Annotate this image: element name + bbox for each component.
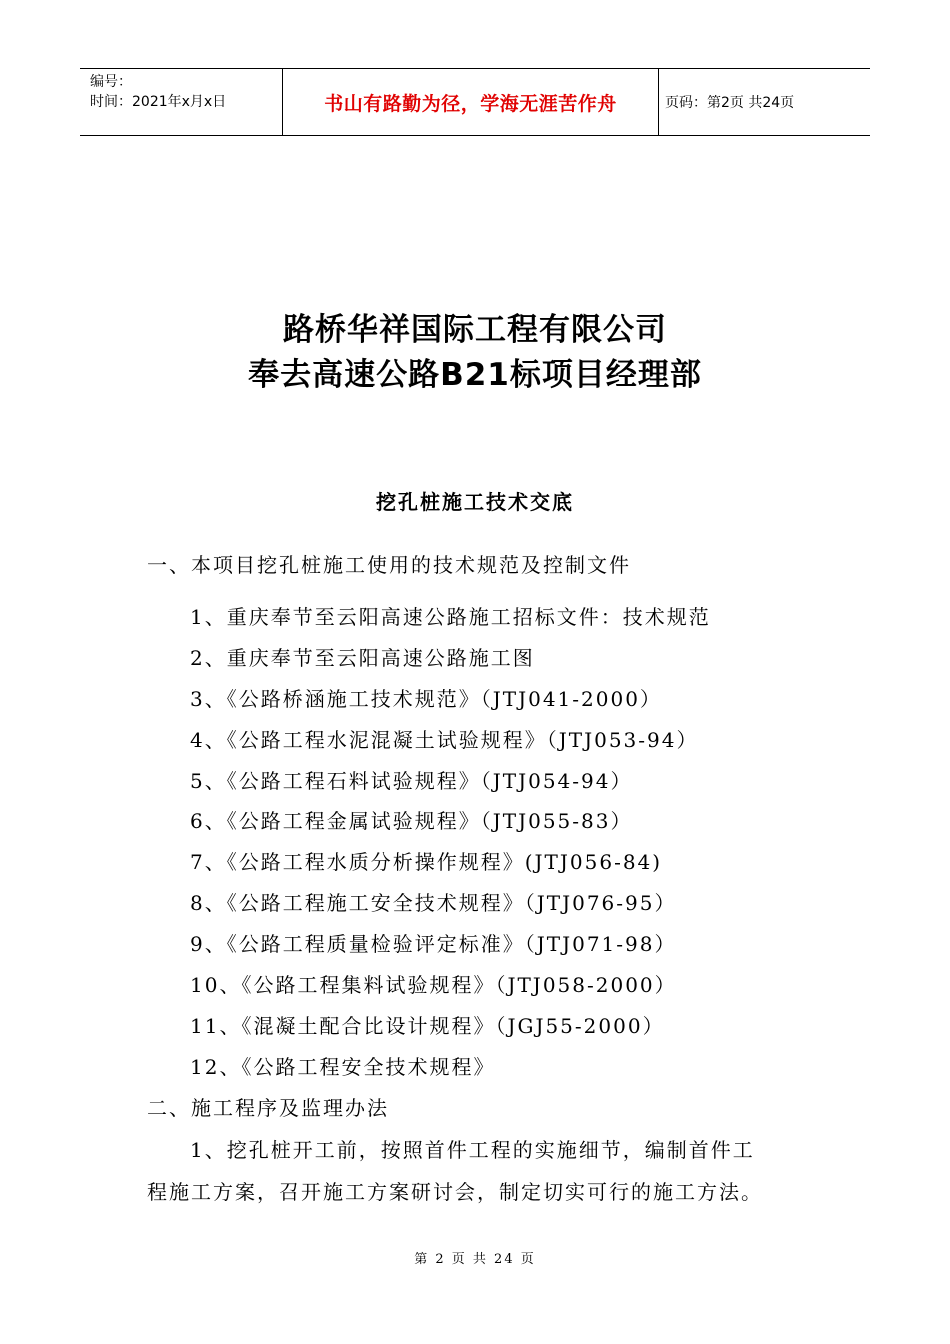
list-item: 4、《公路工程水泥混凝土试验规程》（JTJ053-94） xyxy=(190,728,699,752)
list-item: 7、《公路工程水质分析操作规程》(JTJ056-84) xyxy=(190,850,663,874)
list-item: 9、《公路工程质量检验评定标准》（JTJ071-98） xyxy=(190,932,677,956)
header-page-code: 页码：第2页 共24页 xyxy=(665,95,795,111)
list-item: 12、《公路工程安全技术规程》 xyxy=(190,1055,496,1079)
project-department: 奉去高速公路B21标项目经理部 xyxy=(248,357,702,393)
list-item: 11、《混凝土配合比设计规程》（JGJ55-2000） xyxy=(190,1014,665,1038)
page-header xyxy=(80,68,870,136)
section-heading-1: 一、本项目挖孔桩施工使用的技术规范及控制文件 xyxy=(147,553,631,577)
section-heading-2: 二、施工程序及监理办法 xyxy=(147,1096,389,1120)
list-item: 6、《公路工程金属试验规程》（JTJ055-83） xyxy=(190,809,633,833)
list-item: 2、重庆奉节至云阳高速公路施工图 xyxy=(190,646,535,670)
list-item: 1、重庆奉节至云阳高速公路施工招标文件：技术规范 xyxy=(190,605,711,629)
list-item: 5、《公路工程石料试验规程》（JTJ054-94） xyxy=(190,769,633,793)
document-number-label: 编号： xyxy=(90,74,132,90)
header-motto: 书山有路勤为径，学海无涯苦作舟 xyxy=(282,69,659,135)
page-footer: 第 2 页 共 24 页 xyxy=(414,1252,536,1267)
list-item: 8、《公路工程施工安全技术规程》（JTJ076-95） xyxy=(190,891,677,915)
paragraph-line: 程施工方案，召开施工方案研讨会，制定切实可行的施工方法。 xyxy=(147,1180,763,1204)
company-name: 路桥华祥国际工程有限公司 xyxy=(283,312,667,348)
document-date: 时间：2021年x月x日 xyxy=(90,94,227,110)
header-meta xyxy=(80,69,282,135)
paragraph-line: 1、挖孔桩开工前，按照首件工程的实施细节，编制首件工 xyxy=(190,1138,755,1162)
list-item: 3、《公路桥涵施工技术规范》（JTJ041-2000） xyxy=(190,687,662,711)
document-title: 挖孔桩施工技术交底 xyxy=(376,490,574,514)
list-item: 10、《公路工程集料试验规程》（JTJ058-2000） xyxy=(190,973,677,997)
